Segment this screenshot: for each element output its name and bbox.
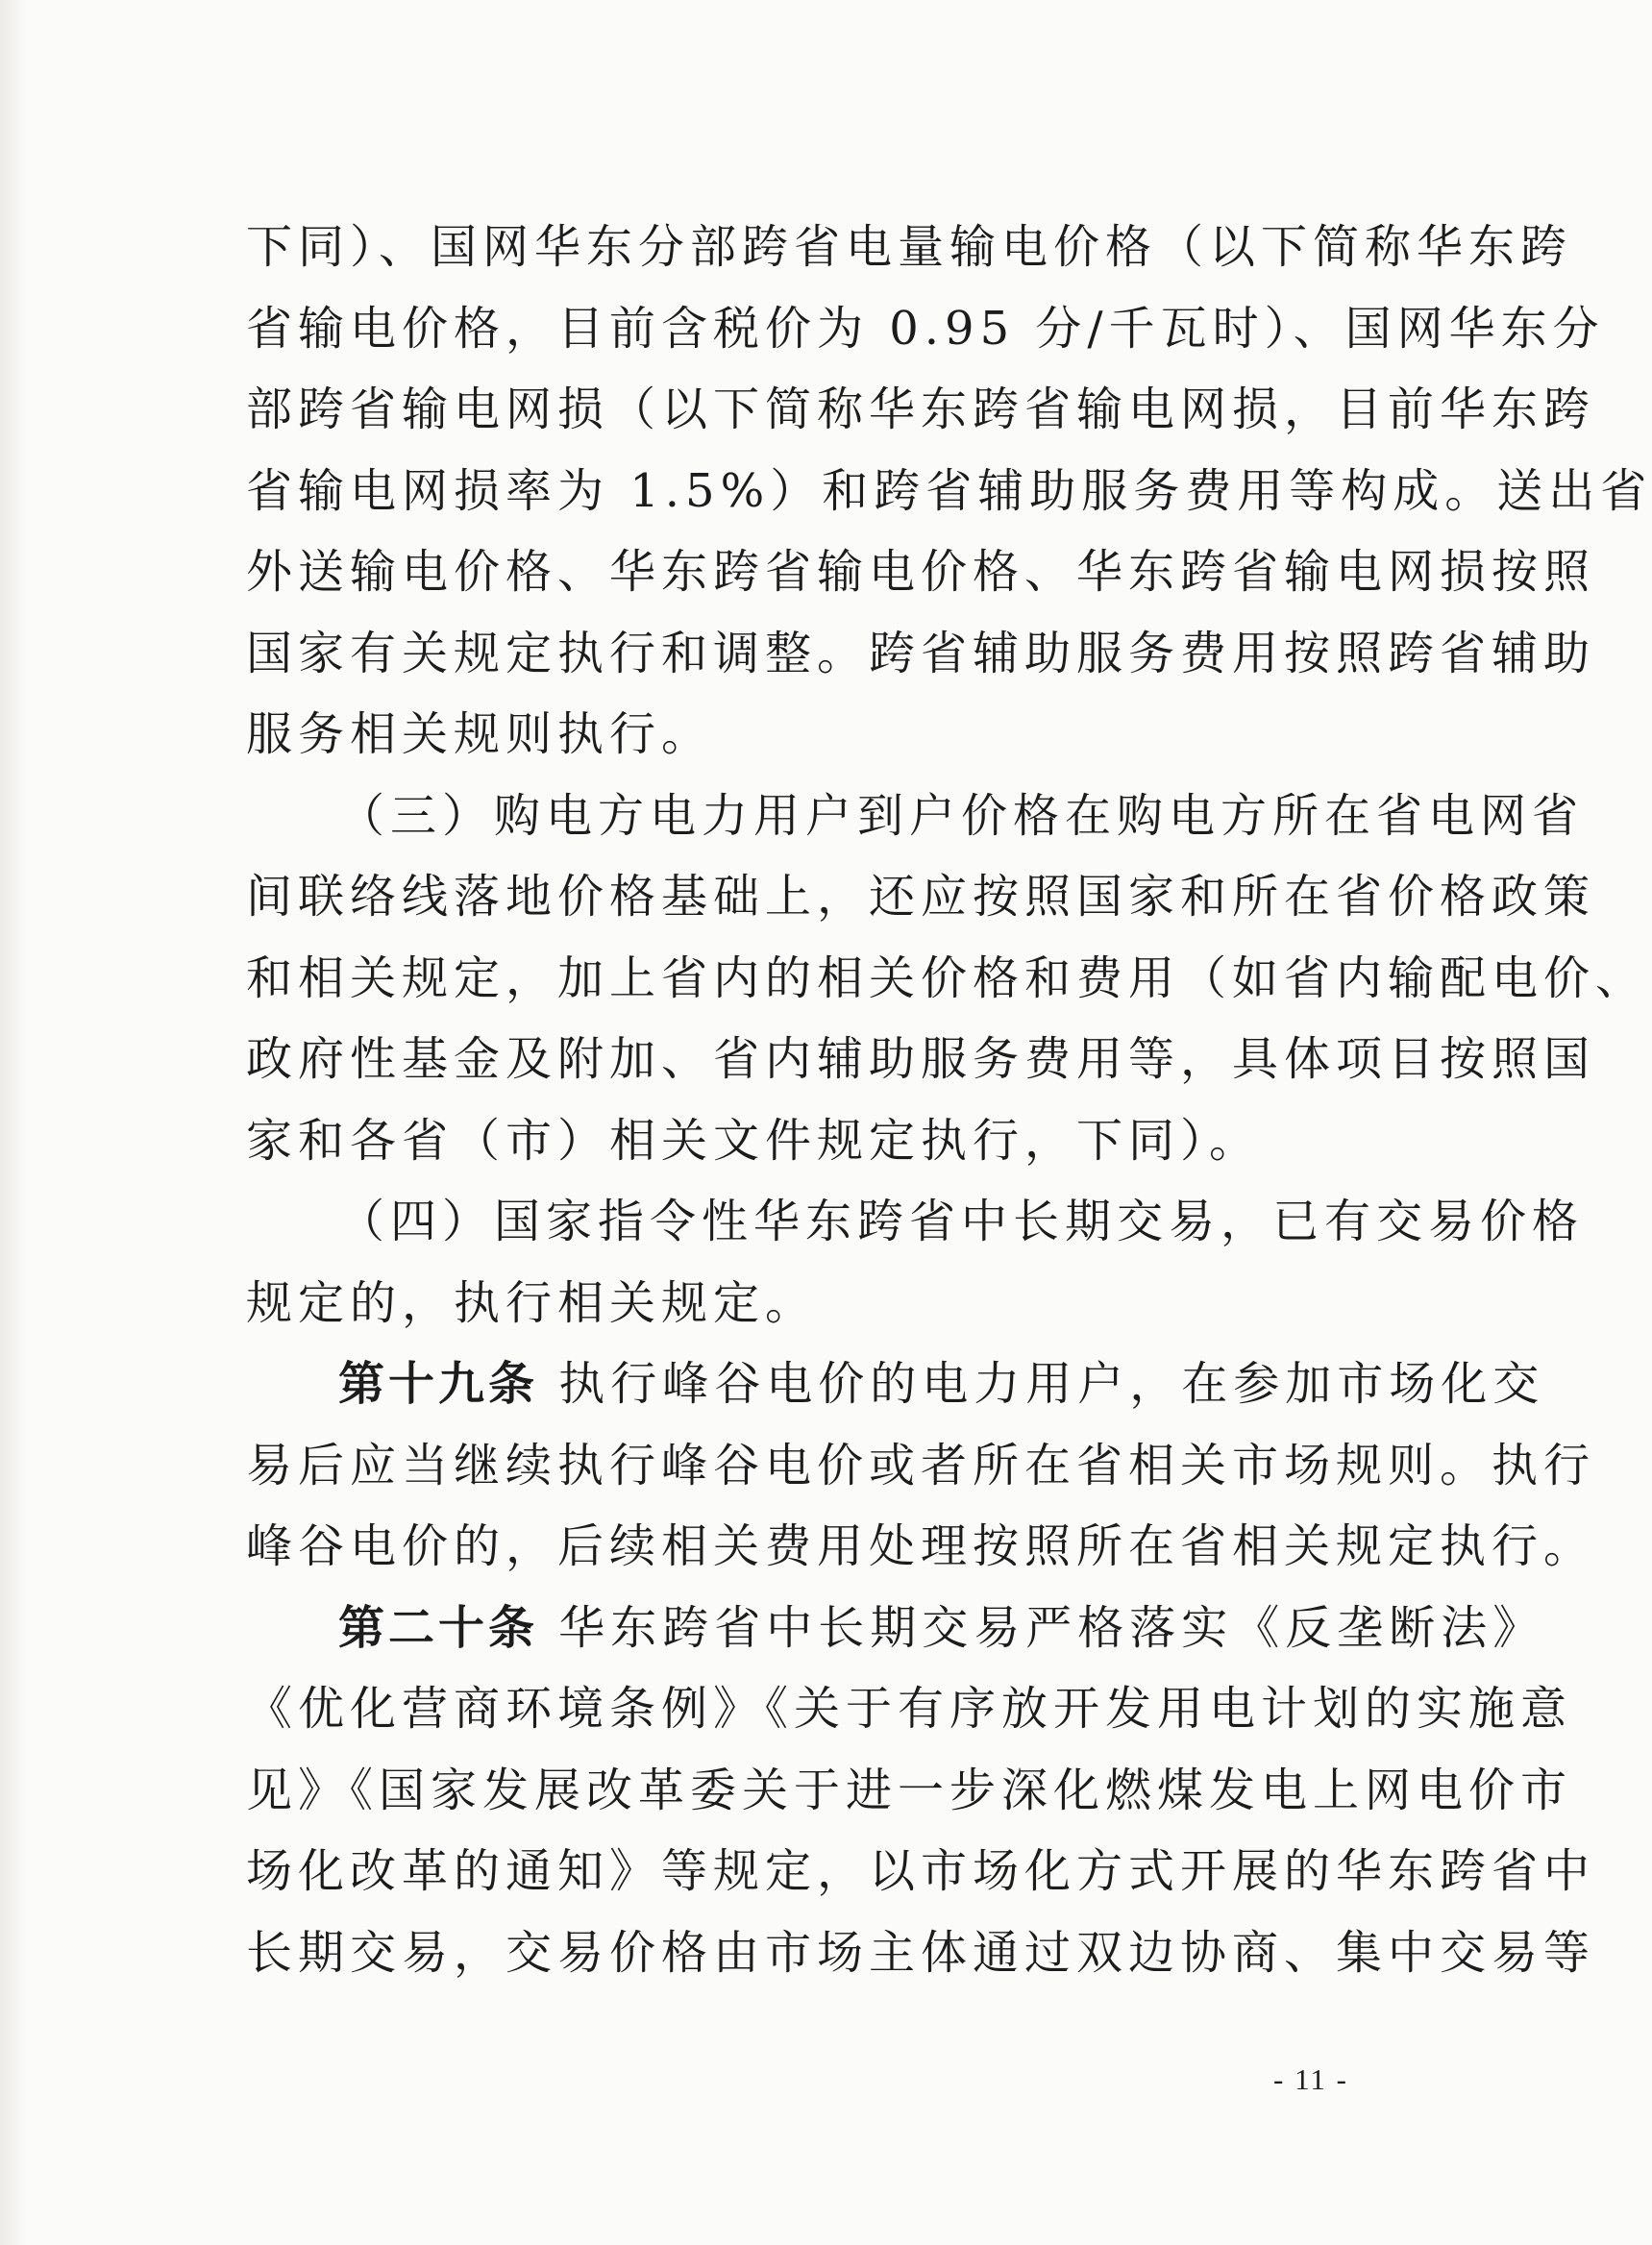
text-line: 见》《国家发展改革委关于进一步深化燃煤发电上网电价市 bbox=[246, 1763, 1573, 1817]
page-number: - 11 - bbox=[1273, 2062, 1348, 2096]
text-line: 下同）、国网华东分部跨省电量输电价格（以下简称华东跨 bbox=[246, 220, 1573, 274]
text-line: 场化改革的通知》等规定，以市场化方式开展的华东跨省中 bbox=[246, 1844, 1596, 1898]
article-20-line bbox=[246, 1588, 1545, 1669]
text-line: 外送输电价格、华东跨省输电价格、华东跨省输电网损按照 bbox=[246, 545, 1596, 599]
text-line: 家和各省（市）相关文件规定执行，下同）。 bbox=[246, 1113, 1262, 1168]
text-line: 间联络线落地价格基础上，还应按照国家和所在省价格政策 bbox=[246, 870, 1596, 924]
text-line: 政府性基金及附加、省内辅助服务费用等，具体项目按照国 bbox=[246, 1032, 1596, 1086]
text-line: 易后应当继续执行峰谷电价或者所在省相关市场规则。执行 bbox=[246, 1438, 1596, 1493]
text-line: 和相关规定，加上省内的相关价格和费用（如省内输配电价、 bbox=[246, 950, 1648, 1005]
text-line: 部跨省输电网损（以下简称华东跨省输电网损，目前华东跨 bbox=[246, 382, 1596, 436]
text-line: 服务相关规则执行。 bbox=[246, 707, 714, 761]
text-line: 峰谷电价的，后续相关费用处理按照所在省相关规定执行。 bbox=[246, 1519, 1596, 1573]
text-line: 省输电网损率为 1.5%）和跨省辅助服务费用等构成。送出省 bbox=[246, 463, 1652, 518]
article-20-text: 华东跨省中长期交易严格落实《反垄断法》 bbox=[558, 1600, 1545, 1655]
text-line: 省输电价格，目前含税价为 0.95 分/千瓦时）、国网华东分 bbox=[246, 301, 1605, 356]
text-line: 规定的，执行相关规定。 bbox=[246, 1275, 818, 1330]
text-line: 国家有关规定执行和调整。跨省辅助服务费用按照跨省辅助 bbox=[246, 626, 1596, 680]
text-line: 长期交易，交易价格由市场主体通过双边协商、集中交易等 bbox=[246, 1925, 1596, 1980]
article-19-heading: 第十九条 bbox=[338, 1357, 539, 1411]
article-19-line bbox=[246, 1344, 1545, 1425]
document-body bbox=[246, 207, 1652, 1993]
scan-edge-shadow bbox=[0, 0, 27, 2245]
article-19-text: 执行峰谷电价的电力用户，在参加市场化交 bbox=[558, 1357, 1545, 1411]
paragraph-4-start: （四）国家指令性华东跨省中长期交易，已有交易价格 bbox=[338, 1195, 1585, 1248]
text-line: 《优化营商环境条例》《关于有序放开发用电计划的实施意 bbox=[246, 1682, 1573, 1736]
article-20-heading: 第二十条 bbox=[338, 1600, 539, 1655]
paragraph-3-start: （三）购电方电力用户到户价格在购电方所在省电网省 bbox=[338, 788, 1585, 843]
